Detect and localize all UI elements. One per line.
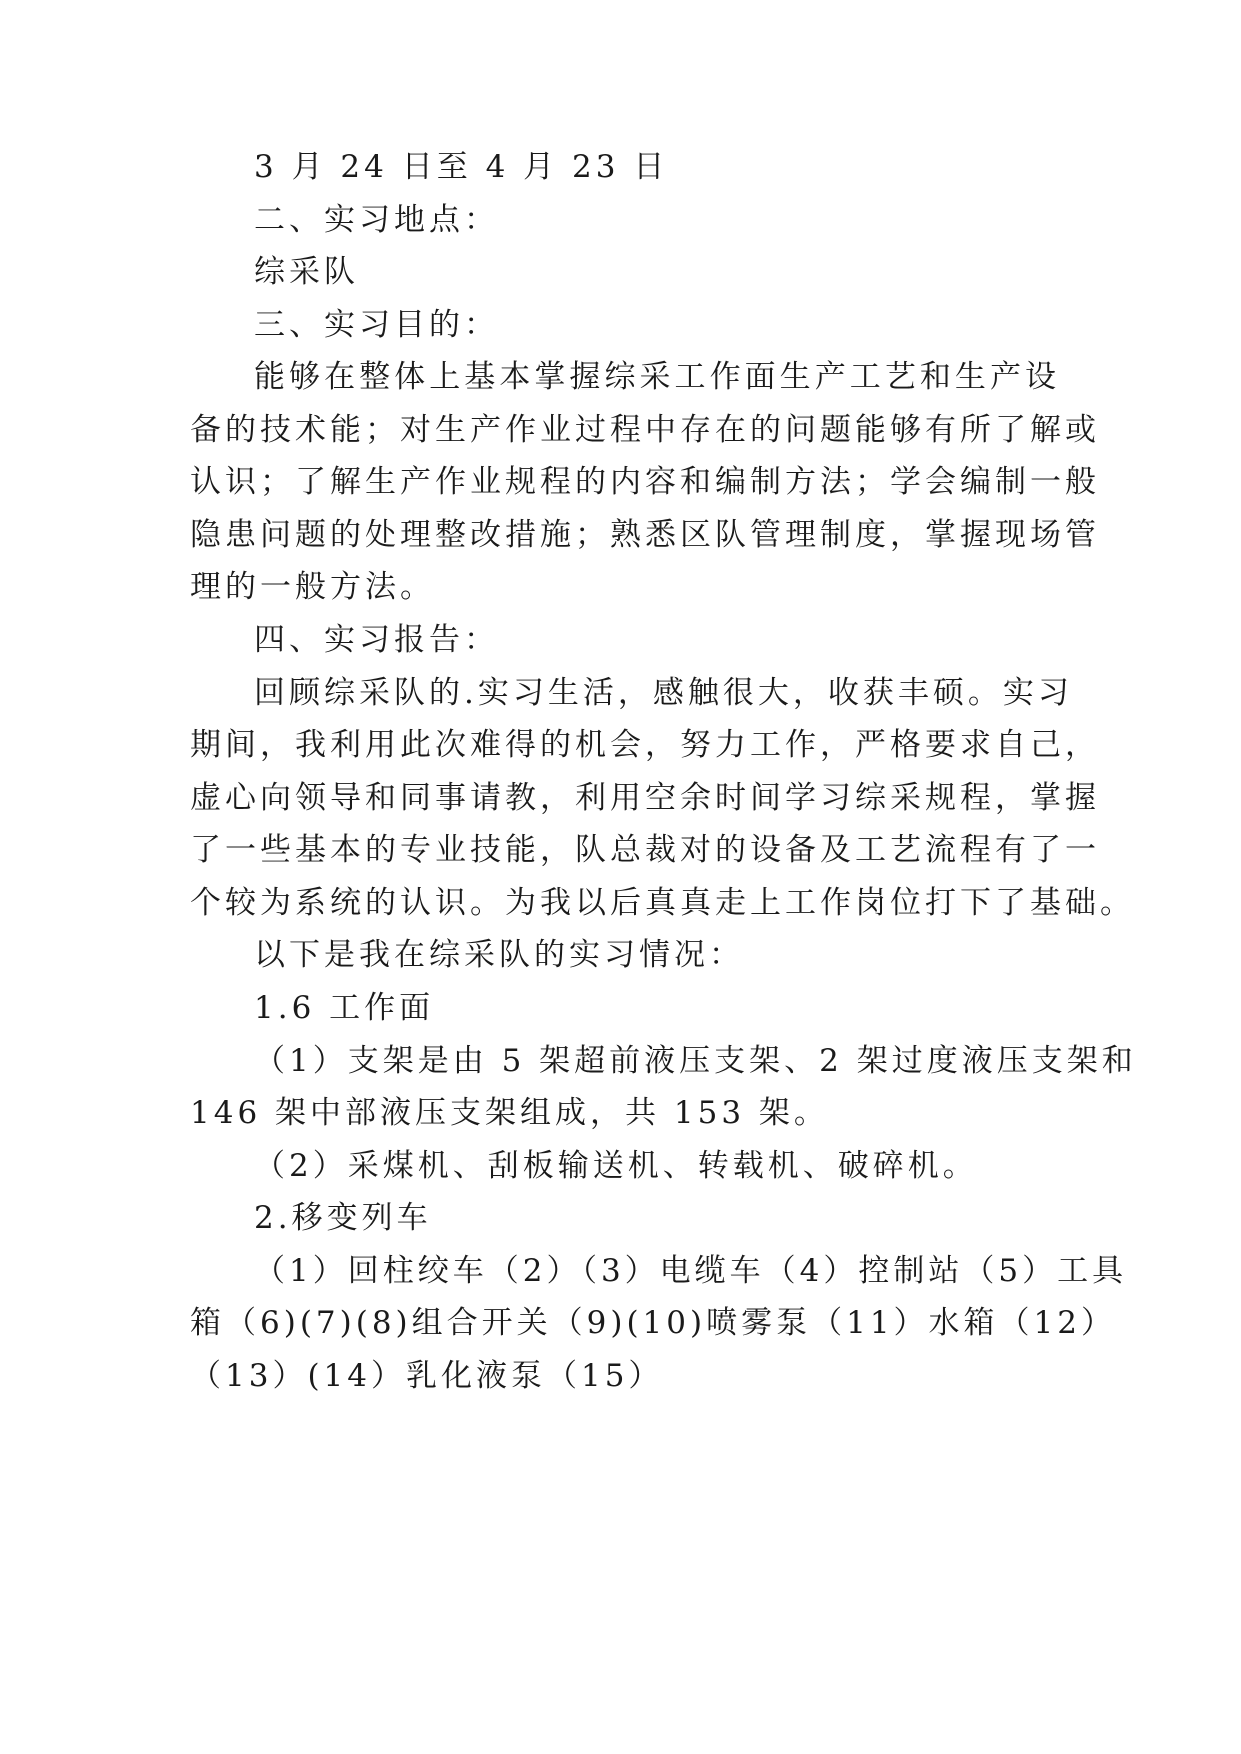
list-item-line: （1）回柱绞车（2）（3）电缆车（4）控制站（5）工具 xyxy=(254,1253,1128,1289)
purpose-paragraph-line: 理的一般方法。 xyxy=(190,569,435,605)
list-item-line: （1）支架是由 5 架超前液压支架、2 架过度液压支架和 xyxy=(254,1043,1137,1079)
intro-line: 以下是我在综采队的实习情况： xyxy=(254,937,744,973)
list-item-line: （2）采煤机、刮板输送机、转载机、破碎机。 xyxy=(254,1148,978,1184)
heading-practice-purpose: 三、实习目的： xyxy=(254,307,499,343)
report-paragraph-line: 虚心向领导和同事请教，利用空余时间学习综采规程，掌握 xyxy=(190,780,1100,816)
heading-practice-location: 二、实习地点： xyxy=(254,202,499,238)
section-working-face: 1.6 工作面 xyxy=(254,990,435,1026)
purpose-paragraph-line: 能够在整体上基本掌握综采工作面生产工艺和生产设 xyxy=(254,359,1060,395)
section-mobile-transformer-train: 2.移变列车 xyxy=(254,1200,432,1236)
heading-practice-report: 四、实习报告： xyxy=(254,622,499,658)
report-paragraph-line: 回顾综采队的.实习生活，感触很大，收获丰硕。实习 xyxy=(254,675,1073,711)
purpose-paragraph-line: 备的技术能；对生产作业过程中存在的问题能够有所了解或 xyxy=(190,412,1100,448)
report-paragraph-line: 期间，我利用此次难得的机会，努力工作，严格要求自己， xyxy=(190,727,1100,763)
list-item-line: 箱（6)(7)(8)组合开关（9)(10)喷雾泵（11）水箱（12） xyxy=(190,1305,1116,1341)
report-paragraph-line: 个较为系统的认识。为我以后真真走上工作岗位打下了基础。 xyxy=(190,885,1135,921)
list-item-line: （13）(14）乳化液泵（15） xyxy=(190,1358,664,1394)
list-item-line: 146 架中部液压支架组成，共 153 架。 xyxy=(190,1095,829,1131)
report-paragraph-line: 了一些基本的专业技能，队总裁对的设备及工艺流程有了一 xyxy=(190,832,1100,868)
purpose-paragraph-line: 隐患问题的处理整改措施；熟悉区队管理制度，掌握现场管 xyxy=(190,517,1100,553)
practice-period: 3 月 24 日至 4 月 23 日 xyxy=(254,149,669,185)
practice-location: 综采队 xyxy=(254,254,359,290)
purpose-paragraph-line: 认识；了解生产作业规程的内容和编制方法；学会编制一般 xyxy=(190,464,1100,500)
